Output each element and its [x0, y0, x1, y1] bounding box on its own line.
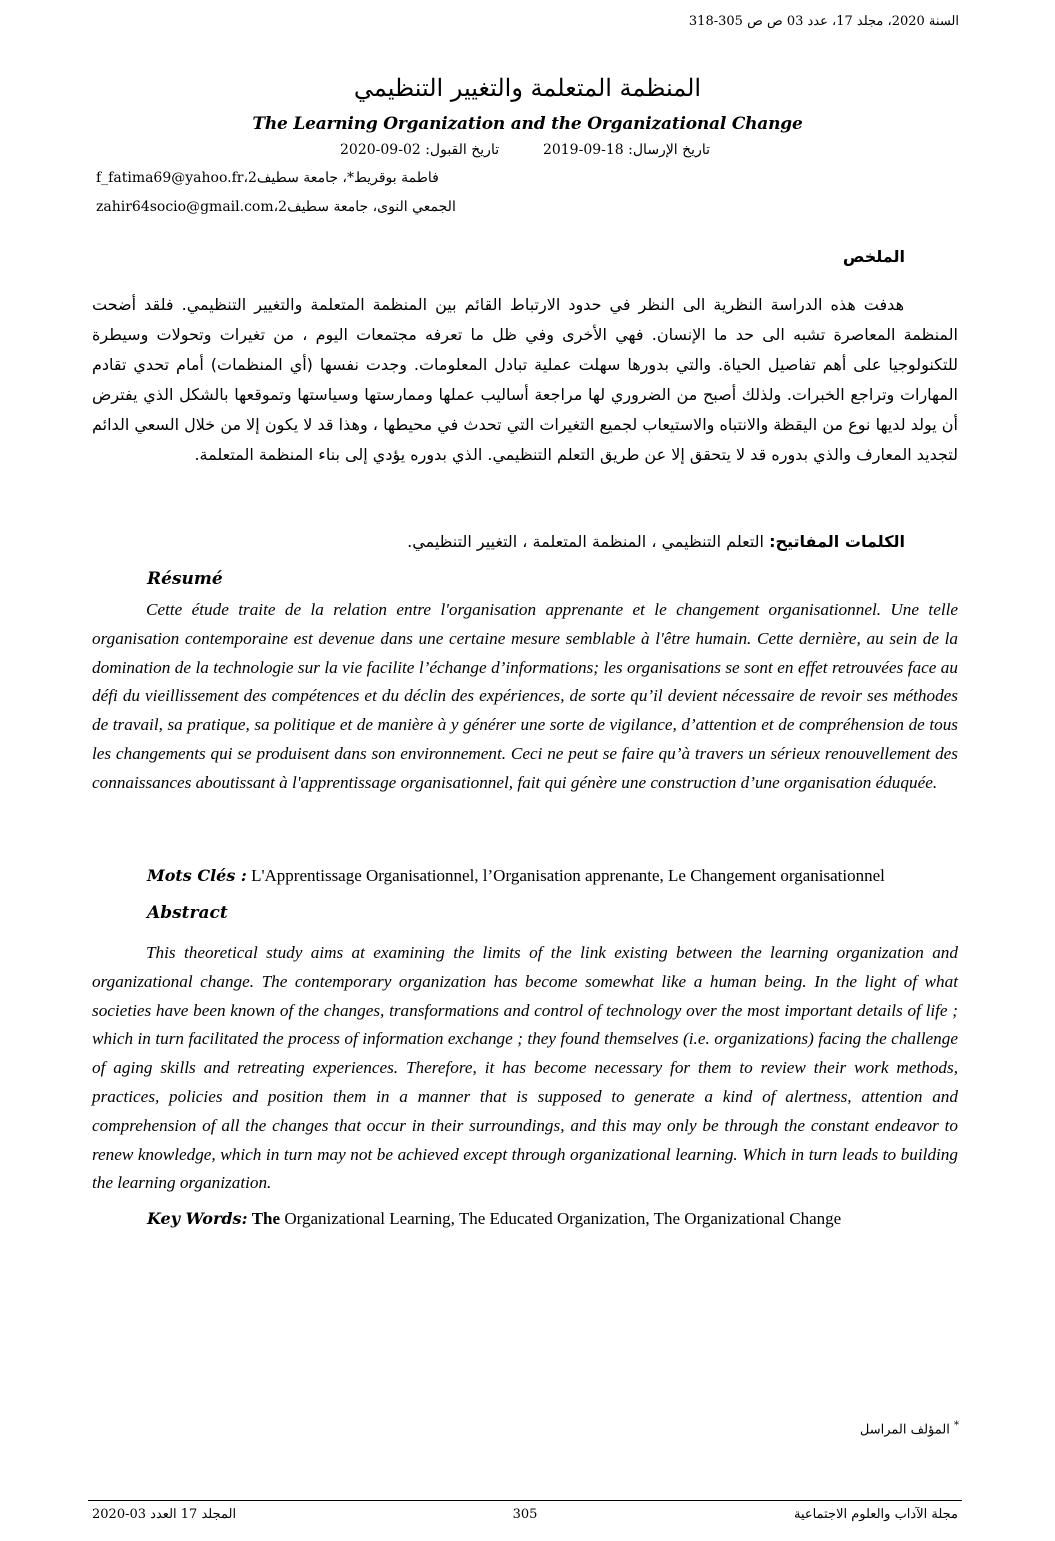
page-number: 305 — [512, 1507, 538, 1522]
author-2-name: الجمعي النوى، جامعة سطيف2، — [273, 199, 456, 215]
footer-journal-name: مجلة الآداب والعلوم الاجتماعية — [794, 1507, 958, 1522]
footnote-text: المؤلف المراسل — [859, 1422, 950, 1438]
keywords-arabic-values: التعلم التنظيمي ، المنظمة المتعلمة ، التغيير التنظيمي. — [407, 532, 764, 551]
author-1 — [96, 170, 439, 186]
key-words-values: Organizational Learning, The Educated Organization, The Organizational Change — [284, 1209, 842, 1228]
mots-cles — [147, 866, 885, 886]
running-header: السنة 2020، مجلد 17، عدد 03 ص ص 305-318 — [688, 14, 959, 29]
key-words-lead: The — [251, 1209, 281, 1228]
mots-cles-values: L'Apprentissage Organisationnel, l’Organisation apprenante, Le Changement organisationnel — [251, 866, 885, 885]
title-english: The Learning Organization and the Organizational Change — [252, 114, 803, 134]
abstract-arabic-text: هدفت هذه الدراسة النظرية الى النظر في حدود الارتباط القائم بين المنظمة المتعلمة والتغيير التنظيمي. فلقد أضحت المنظمة المعاصرة تشبه الى حد ما الإنسان. فهي الأخرى وفي ظل ما تعرفه مجتمعات اليوم ، من تغيرات وتحولات وسيطرة للتكنولوجيا على أهم تفاصيل الحياة. والتي بدورها سهلت عملية تبادل المعلومات. وجدت نفسها (أي المنظمات) أمام تحدي تقادم المهارات وتراجع الخبرات. ولذلك أصبح من الضروري لها مراجعة أساليب عملها وممارستها وسياستها وتموقعها بالشكل الذي يفترض أن يولد لديها نوع من اليقظة والانتباه والاستيعاب لجميع التغيرات التي تحدث في محيطها ، وهذا قد لا يكون إلا من خلال السعي الدائم لتجديد المعارف والذي بدوره قد لا يتحقق إلا عن طريق التعلم التنظيمي. الذي بدوره يؤدي إلى بناء المنظمة المتعلمة. — [92, 295, 958, 464]
keywords-arabic-label: الكلمات المفاتيح: — [769, 532, 905, 551]
dates-line — [340, 142, 710, 158]
author-2 — [96, 199, 456, 215]
submission-date: تاريخ الإرسال: 18-09-2019 — [542, 142, 710, 158]
footnote — [860, 1420, 959, 1437]
footer-volume-issue: المجلد 17 العدد 03-2020 — [92, 1507, 237, 1522]
footnote-marker: * — [954, 1420, 959, 1431]
footer-divider — [88, 1500, 962, 1501]
acceptance-date: تاريخ القبول: 02-09-2020 — [340, 142, 500, 158]
author-1-email[interactable]: f_fatima69@yahoo.fr — [96, 170, 244, 186]
title-arabic: المنظمة المتعلمة والتغيير التنظيمي — [353, 74, 702, 102]
mots-cles-label: Mots Clés : — [147, 866, 247, 885]
key-words-label: Key Words: — [147, 1209, 248, 1228]
author-1-name: فاطمة بوقريط*، جامعة سطيف2، — [243, 170, 439, 186]
abstract-text: This theoretical study aims at examining the limits of the link existing between the learning organization and organizational change. The contemporary organization has become somewhat like a human being. In the light of what societies have been known of the changes, transformations and control of technology over the most important details of life ; which in turn facilitated the process of information exchange ; they found themselves (i.e. organizations) facing the challenge of aging skills and retreating experiences. Therefore, it has become necessary for them to review their work methods, practices, policies and position them in a manner that is supposed to generate a kind of alertness, attention and comprehension of all the changes that occur in their surroundings, and this may only be through the constant endeavor to renew knowledge, which in turn may not be achieved except through organizational learning. Which in turn leads to building the learning organization. — [92, 943, 958, 1193]
resume-heading: Résumé — [147, 569, 223, 589]
abstract-arabic-heading: الملخص — [842, 247, 905, 266]
author-2-email[interactable]: zahir64socio@gmail.com — [96, 199, 274, 215]
key-words — [147, 1209, 841, 1229]
abstract-heading: Abstract — [147, 903, 228, 923]
keywords-arabic — [407, 532, 905, 551]
resume-text: Cette étude traite de la relation entre l'organisation apprenante et le changement organisationnel. Une telle organisation contemporaine est devenue dans une certaine mesure semblable à l'être humain. Cette dernière, au sein de la domination de la technologie sur la vie facilite l’échange d’informations; les organisations se sont en effet retrouvées face au défi du vieillissement des compétences et du déclin des expériences, de sorte qu’il devient nécessaire de revoir ses méthodes de travail, sa pratique, sa politique et de manière à y générer une sorte de vigilance, d’attention et de compréhension de tous les changements qui se produisent dans son environnement. Ceci ne peut se faire qu’à travers un sérieux renouvellement des connaissances aboutissant à l'apprentissage organisationnel, fait qui génère une construction d’une organisation éduquée. — [92, 600, 958, 792]
